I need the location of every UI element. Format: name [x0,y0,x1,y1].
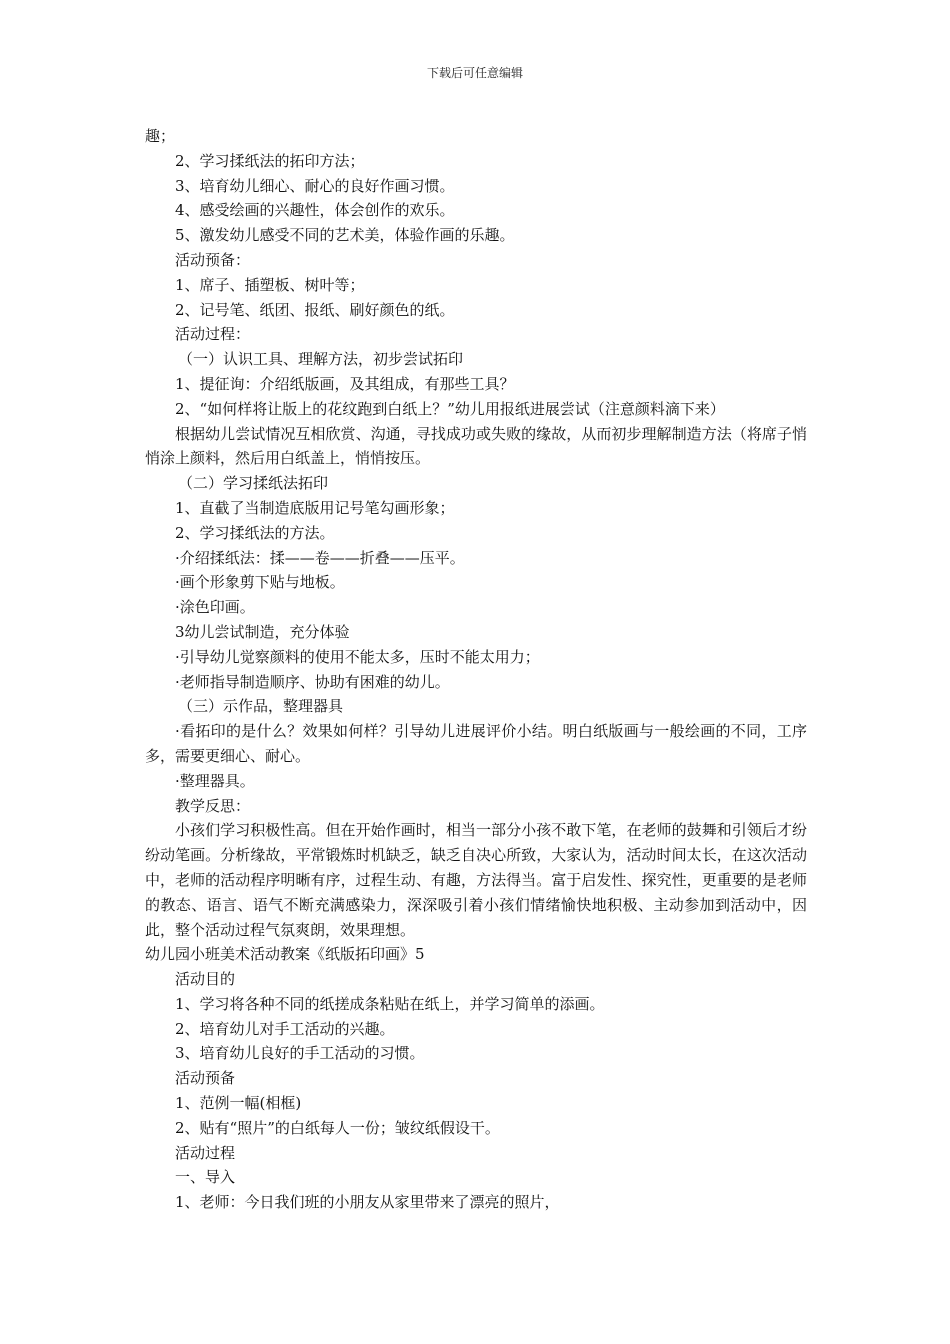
section-heading: 活动目的 [175,970,236,989]
section-heading: 活动过程 [175,1143,236,1162]
subsection-heading: （三）示作品，整理器具 [178,697,344,716]
text-line: 2、记号笔、纸团、报纸、刷好颜色的纸。 [175,300,455,319]
paragraph: ·看拓印的是什么？效果如何样？引导幼儿进展评价小结。明白纸版画与一般绘画的不同，工序多，需要更细心、耐心。 [145,722,807,765]
text-line: 2、培育幼儿对手工活动的兴趣。 [175,1019,395,1038]
text-line: ·画个形象剪下贴与地板。 [175,573,345,592]
text-line: 3、培育幼儿良好的手工活动的习惯。 [175,1044,425,1063]
section-heading: 活动预备： [175,250,251,269]
text-line: ·老师指导制造顺序、协助有困难的幼儿。 [175,672,450,691]
text-line: 1、提征询：介绍纸版画，及其组成，有那些工具？ [175,374,515,393]
text-line: 5、激发幼儿感受不同的艺术美，体验作画的乐趣。 [175,226,515,245]
text-line: 4、感受绘画的兴趣性，体会创作的欢乐。 [175,201,455,220]
text-line: 1、直截了当制造底版用记号笔勾画形象； [175,498,455,517]
subsection-heading: （一）认识工具、理解方法，初步尝试拓印 [178,350,464,369]
text-line: 3幼儿尝试制造，充分体验 [175,622,350,641]
section-heading: 活动预备 [175,1069,236,1088]
text-line: 3、培育幼儿细心、耐心的良好作画习惯。 [175,176,455,195]
section-heading: 活动过程： [175,325,251,344]
text-line: ·整理器具。 [175,771,255,790]
section-heading: 教学反思： [175,796,251,815]
text-line: ·介绍揉纸法：揉——卷——折叠——压平。 [175,548,465,567]
document-body [145,124,807,1215]
text-line: 趣； [145,127,176,145]
text-line: 1、学习将各种不同的纸搓成条粘贴在纸上，并学习简单的添画。 [175,994,605,1013]
text-line: 1、范例一幅(相框) [175,1094,302,1113]
paragraph: 根据幼儿尝试情况互相欣赏、沟通，寻找成功或失败的缘故，从而初步理解制造方法（将席子悄悄涂上颜料，然后用白纸盖上，悄悄按压。 [145,424,807,468]
page-header: 下载后可任意编辑 [426,66,523,80]
subsection-heading: （二）学习揉纸法拓印 [178,474,329,493]
text-line: 一、导入 [175,1168,236,1187]
text-line: 2、贴有“照片”的白纸每人一份；皱纹纸假设干。 [175,1118,500,1137]
text-line: 2、学习揉纸法的方法。 [175,523,335,542]
text-line: 1、席子、插塑板、树叶等； [175,275,365,294]
document-title: 幼儿园小班美术活动教案《纸版拓印画》5 [145,945,425,964]
paragraph: 小孩们学习积极性高。但在开始作画时，相当一部分小孩不敢下笔，在老师的鼓舞和引领后才纷纷动笔画。分析缘故，平常锻炼时机缺乏，缺乏自决心所致，大家认为，活动时间太长，在这次活动中，老师的活动程序明晰有序，过程生动、有趣，方法得当。富于启发性、探究性，更重要的是老师的教态、语言、语气不断充满感染力，深深吸引着小孩们情绪愉快地积极、主动参加到活动中，因此，整个活动过程气氛爽朗，效果理想。 [145,821,807,939]
text-line: ·引导幼儿觉察颜料的使用不能太多，压时不能太用力； [175,647,540,666]
text-line: 2、“如何样将让版上的花纹跑到白纸上？”幼儿用报纸进展尝试（注意颜料滴下来） [175,399,725,418]
text-line: 2、学习揉纸法的拓印方法； [175,151,365,170]
text-line: ·涂色印画。 [175,598,255,617]
text-line: 1、老师：今日我们班的小朋友从家里带来了漂亮的照片， [175,1193,560,1212]
